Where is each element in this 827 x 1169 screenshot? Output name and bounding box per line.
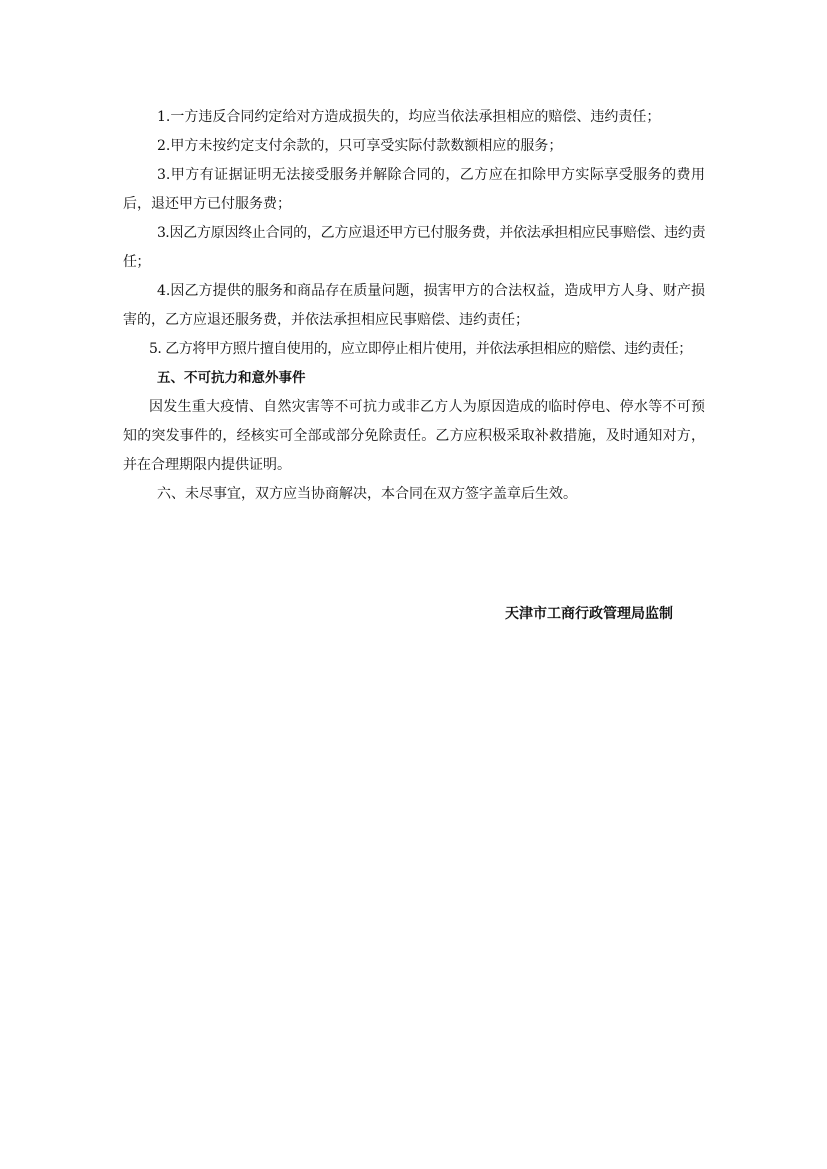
- clause-3a: 3.甲方有证据证明无法接受服务并解除合同的，乙方应在扣除甲方实际享受服务的费用后，退还甲方已付服务费；: [123, 167, 705, 212]
- section-5-heading: 五、不可抗力和意外事件: [157, 370, 306, 386]
- contract-body: [123, 103, 705, 509]
- section-6: 六、未尽事宜，双方应当协商解决，本合同在双方签字盖章后生效。: [157, 486, 577, 502]
- clause-1: 1.一方违反合同约定给对方造成损失的，均应当依法承担相应的赔偿、违约责任；: [157, 109, 661, 125]
- clause-2: 2.甲方未按约定支付余款的，只可享受实际付款数额相应的服务；: [157, 138, 563, 154]
- supervisor-mark: 天津市工商行政管理局监制: [505, 606, 673, 622]
- clause-3b: 3.因乙方原因终止合同的，乙方应退还甲方已付服务费，并依法承担相应民事赔偿、违约责任；: [123, 225, 705, 270]
- section-5-body: 因发生重大疫情、自然灾害等不可抗力或非乙方人为原因造成的临时停电、停水等不可预知的突发事件的，经核实可全部或部分免除责任。乙方应积极采取补救措施，及时通知对方，并在合理期限内提供证明。: [123, 399, 705, 473]
- clause-4: 4.因乙方提供的服务和商品存在质量问题，损害甲方的合法权益，造成甲方人身、财产损害的，乙方应退还服务费，并依法承担相应民事赔偿、违约责任；: [123, 283, 705, 328]
- clause-5: 5. 乙方将甲方照片擅自使用的，应立即停止相片使用，并依法承担相应的赔偿、违约责任；: [149, 341, 692, 357]
